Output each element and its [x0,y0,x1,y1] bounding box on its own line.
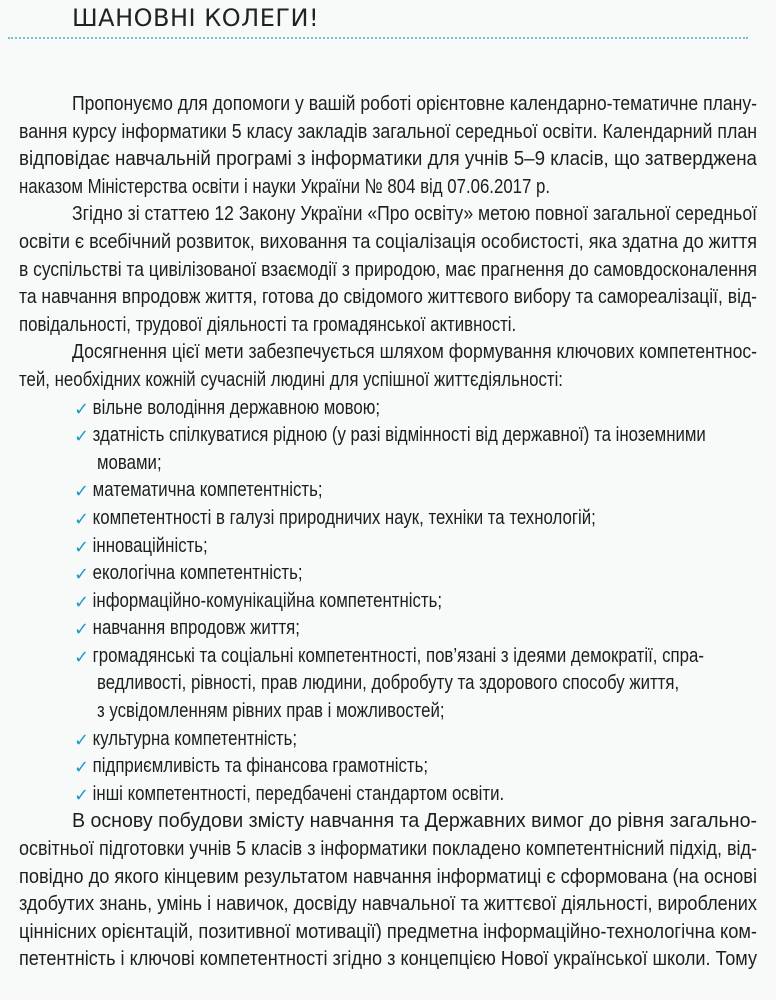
checkmark-icon: ✓ [74,591,90,613]
list-item: ✓ математична компетентність; [19,476,757,504]
checkmark-icon: ✓ [74,536,90,558]
paragraph-4-line-5: ціннісних орієнтацій, позитивної мотивації) предметна інформаційно-технологічна ком- [19,919,757,943]
checkmark-icon: ✓ [74,646,90,668]
list-item: ✓ інноваційність; [19,532,757,560]
paragraph-4-line-1: В основу побудови змісту навчання та Державних вимог до рівня загально- [72,809,757,833]
checkmark-icon: ✓ [74,619,90,641]
checkmark-icon: ✓ [74,757,90,779]
paragraph-2-line-1: Згідно зі статтею 12 Закону України «Про освіту» метою повної загальної середньої [72,202,757,226]
paragraph-1-line-4: наказом Міністерства освіти і науки України № 804 від 07.06.2017 р. [19,174,551,198]
paragraph-4-line-2: освітньої підготовки учнів 5 класів з інформатики покладено компетентнісний підхід, від- [19,837,757,861]
competency-list [19,394,757,808]
checkmark-icon: ✓ [74,481,90,503]
list-item: ✓ культурна компетентність; [19,725,757,753]
paragraph-3-line-2: тей, необхідних кожній сучасній людині для успішної життєдіяльності: [19,367,563,391]
paragraph-1-line-2: вання курсу інформатики 5 класу закладів загальної середньої освіти. Календарний план [19,119,757,143]
paragraph-2-line-3: в суспільстві та цивілізованої взаємодії з природою, має прагнення до самовдосконалення [19,257,757,281]
list-item: ✓ екологічна компетентність; [19,559,757,587]
list-item: ✓ громадянські та соціальні компетентності, пов’язані з ідеями демократії, спра- [19,642,757,670]
page-title: ШАНОВНІ КОЛЕГИ! [72,4,320,32]
checkmark-icon: ✓ [74,426,90,448]
list-item: ✓ навчання впродовж життя; [19,614,757,642]
checkmark-icon: ✓ [74,784,90,806]
paragraph-1-line-3: відповідає навчальній програмі з інформатики для учнів 5–9 класів, що затверджена [19,147,757,171]
list-item: ✓ підприємливість та фінансова грамотність; [19,752,757,780]
list-item-continuation: мовами; [97,450,162,474]
paragraph-4-line-3: повідно до якого кінцевим результатом навчання інформатиці є сформована (на основі [19,864,757,888]
list-item: ✓ компетентності в галузі природничих наук, техніки та технологій; [19,504,757,532]
list-item: ✓ інформаційно-комунікаційна компетентність; [19,587,757,615]
paragraph-3-line-1: Досягнення цієї мети забезпечується шляхом формування ключових компетентнос- [72,340,757,364]
checkmark-icon: ✓ [74,564,90,586]
paragraph-2-line-5: повідальності, трудової діяльності та громадянської активності. [19,312,517,336]
list-item: ✓ інші компетентності, передбачені стандартом освіти. [19,780,757,808]
list-item-continuation: ведливості, рівності, прав людини, добробуту та здорового способу життя, [97,671,680,695]
body-text [19,90,757,973]
checkmark-icon: ✓ [74,729,90,751]
checkmark-icon: ✓ [74,398,90,420]
paragraph-2-line-4: та навчання впродовж життя, готова до свідомого життєвого вибору та самореалізації, від- [19,285,757,309]
paragraph-2-line-2: освіти є всебічний розвиток, виховання та соціалізація особистості, яка здатна до життя [19,229,757,253]
checkmark-icon: ✓ [74,508,90,530]
paragraph-4-line-4: здобутих знань, умінь і навичок, досвіду навчальної та життєвої діяльності, вироблених [19,892,757,916]
paragraph-4-line-6: петентність і ключові компетентності згідно з концепцією Нової української школи. Тому [19,947,757,971]
list-item: ✓ вільне володіння державною мовою; [19,394,757,422]
dotted-divider [8,37,748,39]
list-item: ✓ здатність спілкуватися рідною (у разі відмінності від державної) та іноземними [19,421,757,449]
list-item-continuation: з усвідомленням рівних прав і можливостей; [97,699,445,723]
paragraph-1-line-1: Пропонуємо для допомоги у вашій роботі орієнтовне календарно-тематичне плану- [72,92,757,115]
